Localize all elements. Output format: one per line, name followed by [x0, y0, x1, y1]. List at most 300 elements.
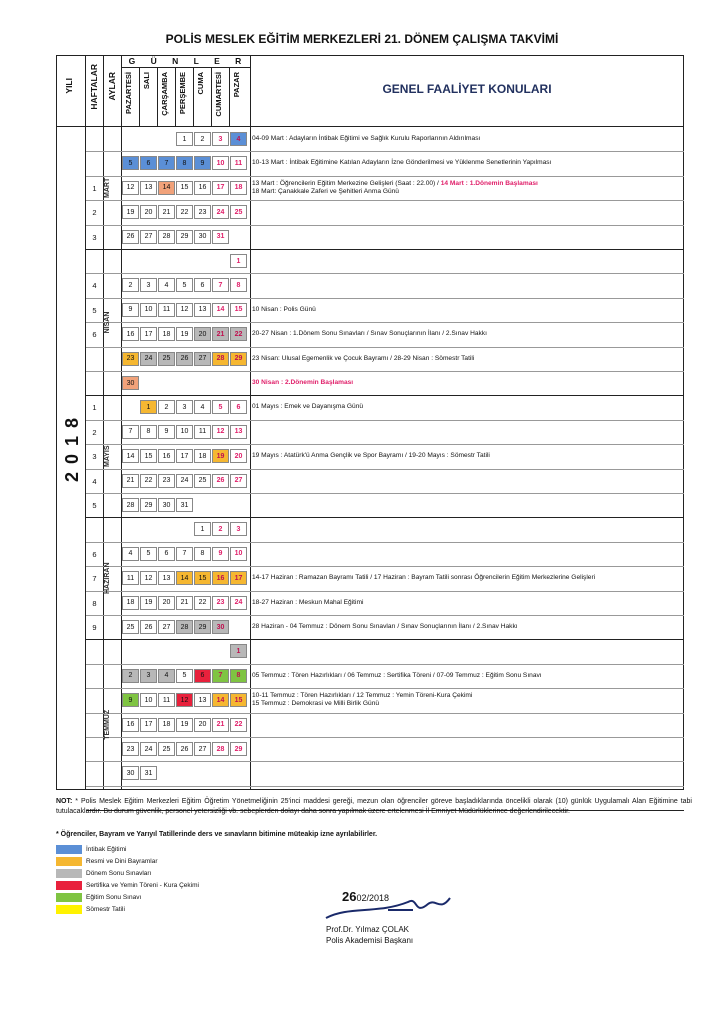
day-cell: 25 [194, 474, 211, 488]
divider [250, 55, 251, 790]
day-cell: 23 [212, 596, 229, 610]
week-number: 5 [92, 305, 97, 315]
day-cell: 18 [158, 718, 175, 732]
day-cell [212, 376, 229, 390]
activity-main: 20-27 Nisan : 1.Dönem Sonu Sınavları / Sınav Sonuçlarının İlanı / 2.Sınav Hakkı [252, 330, 487, 338]
month-label: NİSAN [104, 311, 111, 334]
day-cell [194, 766, 211, 780]
day-cell: 19 [122, 205, 139, 219]
week-number: 6 [92, 330, 97, 340]
day-cell: 11 [194, 425, 211, 439]
day-cell [122, 644, 139, 658]
document-title: POLİS MESLEK EĞİTİM MERKEZLERİ 21. DÖNEM ÇALIŞMA TAKVİMİ [165, 32, 559, 46]
day-cell: 12 [176, 303, 193, 317]
activity-text [252, 599, 682, 607]
activity-main: 23 Nisan: Ulusal Egemenlik ve Çocuk Bayramı / 28-29 Nisan : Sömestr Tatili [252, 354, 475, 362]
day-cell [158, 254, 175, 268]
gunler-letter: G [128, 56, 136, 66]
day-cell: 21 [212, 327, 229, 341]
day-cell: 12 [176, 693, 193, 707]
activity-text [252, 180, 682, 196]
day-cell: 11 [158, 303, 175, 317]
day-cell [140, 522, 157, 536]
day-cell: 6 [194, 278, 211, 292]
day-cell [158, 766, 175, 780]
day-cell: 13 [230, 425, 247, 439]
day-cell: 1 [230, 254, 247, 268]
activity-text [252, 330, 682, 338]
gunler-letter: Ü [150, 56, 157, 66]
divider [157, 67, 158, 126]
row-divider [86, 151, 684, 152]
day-cell: 1 [140, 400, 157, 414]
day-cell: 15 [176, 181, 193, 195]
day-cell: 12 [140, 571, 157, 585]
signature-date-rest: 02/2018 [356, 893, 390, 903]
day-cell: 19 [176, 718, 193, 732]
month-divider [86, 249, 684, 250]
day-cell: 16 [212, 571, 229, 585]
divider [85, 55, 86, 790]
day-cell: 25 [158, 352, 175, 366]
day-cell [194, 376, 211, 390]
day-cell [176, 376, 193, 390]
day-cell: 3 [140, 669, 157, 683]
row-divider [86, 615, 684, 616]
activity-text [252, 379, 682, 387]
day-cell [122, 522, 139, 536]
day-cell: 3 [176, 400, 193, 414]
row-divider [86, 469, 684, 470]
day-cell: 24 [140, 352, 157, 366]
day-cell: 14 [212, 303, 229, 317]
activity-main: 18-27 Haziran : Meskun Mahal Eğitimi [252, 598, 364, 606]
day-cell: 30 [158, 498, 175, 512]
gunler-letter: L [193, 56, 199, 66]
gunler-letter: R [235, 56, 242, 66]
day-cell: 23 [122, 352, 139, 366]
row-divider [86, 664, 684, 665]
divider [56, 126, 684, 127]
day-cell: 26 [140, 620, 157, 634]
day-cell: 14 [158, 181, 175, 195]
month-label: MAYIS [104, 445, 111, 468]
header-genel-faaliyet: GENEL FAALİYET KONULARI [382, 82, 552, 96]
day-cell: 15 [140, 449, 157, 463]
day-cell: 24 [212, 205, 229, 219]
activity-main: 01 Mayıs : Emek ve Dayanışma Günü [252, 403, 364, 411]
week-number: 4 [92, 476, 97, 486]
day-cell: 26 [176, 742, 193, 756]
header-yili: YILI [64, 78, 74, 94]
day-cell: 20 [140, 205, 157, 219]
activity-main: 04-09 Mart : Adayların İntibak Eğitimi ve Sağlık Kurulu Raporlarının Aldırılması [252, 135, 481, 142]
row-divider [86, 225, 684, 226]
day-cell [158, 522, 175, 536]
day-cell: 10 [140, 303, 157, 317]
day-cell: 19 [212, 449, 229, 463]
day-cell: 20 [194, 718, 211, 732]
day-cell: 9 [212, 547, 229, 561]
row-divider [86, 371, 684, 372]
legend-label: Sertifika ve Yemin Töreni - Kura Çekimi [86, 882, 199, 889]
day-cell: 7 [176, 547, 193, 561]
day-cell [230, 620, 247, 634]
day-cell: 3 [230, 522, 247, 536]
day-cell: 22 [194, 596, 211, 610]
row-divider [86, 566, 684, 567]
month-label: TEMMUZ [104, 709, 111, 740]
activity-secondary: 18 Mart: Çanakkale Zaferi ve Şehitleri Anma Günü [252, 187, 399, 195]
day-cell: 19 [176, 327, 193, 341]
day-cell: 16 [122, 718, 139, 732]
day-cell: 25 [158, 742, 175, 756]
day-cell [212, 766, 229, 780]
day-cell: 6 [140, 156, 157, 170]
day-cell: 28 [176, 620, 193, 634]
day-header: PERŞEMBE [178, 72, 187, 115]
activity-main: 05 Temmuz : Tören Hazırlıkları / 06 Temmuz : Sertifika Töreni / 07-09 Temmuz : Eğitim Sonu Sınavı [252, 671, 542, 679]
row-divider [86, 298, 684, 299]
day-cell: 26 [122, 230, 139, 244]
day-cell: 8 [194, 547, 211, 561]
legend-swatch [56, 905, 82, 914]
divider [175, 67, 176, 126]
day-cell: 18 [158, 327, 175, 341]
day-cell: 30 [212, 620, 229, 634]
row-divider [86, 713, 684, 714]
day-cell: 14 [122, 449, 139, 463]
day-cell: 2 [122, 278, 139, 292]
day-cell: 22 [176, 205, 193, 219]
day-cell: 17 [176, 449, 193, 463]
day-cell: 30 [122, 376, 139, 390]
day-cell [212, 644, 229, 658]
day-cell [122, 254, 139, 268]
day-cell: 2 [122, 669, 139, 683]
activity-text [252, 306, 682, 314]
day-cell: 6 [194, 669, 211, 683]
legend-swatch [56, 845, 82, 854]
day-cell: 2 [194, 132, 211, 146]
row-divider [86, 322, 684, 323]
signature-date-day: 26 [342, 889, 357, 904]
legend-swatch [56, 869, 82, 878]
day-cell: 22 [140, 474, 157, 488]
week-number: 8 [92, 598, 97, 608]
divider [139, 67, 140, 126]
day-cell: 23 [122, 742, 139, 756]
day-cell: 14 [176, 571, 193, 585]
legend-item [56, 880, 199, 891]
activity-main: 10-11 Temmuz : Tören Hazırlıkları / 12 Temmuz : Yemin Töreni-Kura Çekimi [252, 692, 473, 700]
activity-text [252, 574, 682, 582]
legend-item [56, 904, 125, 915]
day-cell: 23 [194, 205, 211, 219]
day-cell: 19 [140, 596, 157, 610]
note-text: * Polis Meslek Eğitim Merkezleri Eğitim Öğretim Yönetmeliğinin 25'inci maddesi gereği, mezun olan öğrenciler göreve başladıklarında öncelikli olarak (10) günlük Uygulamalı Alan Eğitimine tabi tutulacaklardır. Bu durum güvenlik, personel yetersizliği vb. sebeplerden dolayı daha sonra yapılmak üzere ertelenmesi İl Emniyet Müdürlüklerince değerlendirilecektir. [56, 798, 692, 815]
activity-text [252, 403, 682, 411]
day-cell: 8 [140, 425, 157, 439]
day-cell [230, 498, 247, 512]
week-number: 5 [92, 501, 97, 510]
day-cell: 30 [194, 230, 211, 244]
day-cell: 28 [212, 742, 229, 756]
day-cell: 29 [176, 230, 193, 244]
day-cell: 15 [230, 303, 247, 317]
day-cell: 10 [230, 547, 247, 561]
legend-label: Sömestr Tatili [86, 906, 125, 913]
day-cell [140, 132, 157, 146]
day-cell: 29 [230, 742, 247, 756]
day-cell: 8 [230, 669, 247, 683]
row-divider [86, 737, 684, 738]
week-number: 4 [92, 281, 97, 291]
row-divider [86, 444, 684, 445]
day-cell [158, 132, 175, 146]
day-cell [122, 400, 139, 414]
day-cell: 11 [122, 571, 139, 585]
legend-item [56, 892, 141, 903]
day-cell: 15 [194, 571, 211, 585]
day-cell: 13 [194, 693, 211, 707]
note [56, 797, 692, 817]
day-cell: 22 [230, 327, 247, 341]
day-cell: 27 [194, 352, 211, 366]
day-cell: 16 [194, 181, 211, 195]
legend-label: Dönem Sonu Sınavları [86, 870, 152, 877]
activity-highlight: 30 Nisan : 2.Dönemin Başlaması [252, 379, 354, 386]
week-number: 3 [92, 232, 97, 242]
legend-label: Eğitim Sonu Sınavı [86, 894, 142, 901]
divider [121, 67, 250, 68]
day-cell: 31 [212, 230, 229, 244]
day-cell: 12 [122, 181, 139, 195]
day-cell: 4 [230, 132, 247, 146]
activity-secondary: 15 Temmuz : Demokrasi ve Milli Birlik Günü [252, 700, 380, 708]
signature-scribble [318, 888, 468, 928]
day-cell [140, 254, 157, 268]
day-cell: 3 [140, 278, 157, 292]
day-cell: 20 [158, 596, 175, 610]
day-cell: 5 [212, 400, 229, 414]
year-label: 2018 [62, 410, 82, 483]
divider [229, 67, 230, 126]
day-cell: 20 [194, 327, 211, 341]
day-cell: 29 [140, 498, 157, 512]
day-cell [158, 376, 175, 390]
month-divider [86, 517, 684, 518]
activity-main: 19 Mayıs : Atatürk'ü Anma Gençlik ve Spor Bayramı / 19-20 Mayıs : Sömestr Tatili [252, 452, 490, 460]
activity-text [252, 135, 682, 143]
day-cell: 5 [176, 278, 193, 292]
day-cell: 26 [176, 352, 193, 366]
day-cell: 9 [158, 425, 175, 439]
day-cell: 21 [176, 596, 193, 610]
activity-text [252, 623, 682, 631]
activity-main: 13 Mart : Öğrencilerin Eğitim Merkezine Gelişleri (Saat : 22.00) / [252, 179, 439, 187]
legend-swatch [56, 893, 82, 902]
legend-item [56, 844, 126, 855]
day-cell: 2 [158, 400, 175, 414]
row-divider [86, 591, 684, 592]
day-cell: 10 [140, 693, 157, 707]
day-cell: 5 [122, 156, 139, 170]
row-divider [86, 420, 684, 421]
legend-label: Resmi ve Dini Bayramlar [86, 858, 158, 865]
day-cell: 3 [212, 132, 229, 146]
day-cell: 22 [230, 718, 247, 732]
day-cell: 2 [212, 522, 229, 536]
day-cell: 27 [230, 474, 247, 488]
day-cell: 24 [176, 474, 193, 488]
day-cell: 30 [122, 766, 139, 780]
activity-main: 10 Nisan : Polis Günü [252, 305, 316, 313]
day-cell: 17 [230, 571, 247, 585]
month-label: HAZİRAN [104, 562, 111, 595]
day-cell: 23 [158, 474, 175, 488]
day-cell [194, 498, 211, 512]
day-cell: 14 [212, 693, 229, 707]
day-cell: 27 [194, 742, 211, 756]
day-cell: 17 [140, 718, 157, 732]
activity-text [252, 355, 682, 363]
day-cell: 4 [194, 400, 211, 414]
day-cell: 9 [122, 693, 139, 707]
day-header: PAZAR [232, 72, 241, 98]
legend-label: İntibak Eğitimi [86, 846, 127, 853]
day-cell: 29 [230, 352, 247, 366]
activity-text [252, 159, 682, 167]
day-cell: 10 [212, 156, 229, 170]
day-cell [212, 254, 229, 268]
day-cell [176, 254, 193, 268]
day-cell [194, 644, 211, 658]
row-divider [86, 542, 684, 543]
day-cell [212, 498, 229, 512]
day-cell: 26 [212, 474, 229, 488]
gunler-letter: E [214, 56, 220, 66]
signature-name: Prof.Dr. Yılmaz ÇOLAK [326, 925, 409, 934]
day-cell: 21 [122, 474, 139, 488]
day-cell: 25 [230, 205, 247, 219]
activity-main: 28 Haziran - 04 Temmuz : Dönem Sonu Sınavları / Sınav Sonuçlarının İlanı / 2.Sınav Hakkı [252, 623, 518, 630]
day-cell: 4 [158, 669, 175, 683]
day-cell: 18 [122, 596, 139, 610]
row-divider [86, 200, 684, 201]
signature-role: Polis Akademisi Başkanı [326, 936, 414, 945]
note-label: NOT: [56, 798, 73, 805]
activity-main: 10-13 Mart : İntibak Eğitimine Katılan Adayların İzne Gönderilmesi ve Yüklenme Senetlerinin Yapılması [252, 159, 552, 167]
week-number: 2 [92, 427, 97, 437]
day-cell: 5 [176, 669, 193, 683]
day-cell [176, 644, 193, 658]
week-number: 1 [92, 183, 97, 193]
day-cell: 11 [158, 693, 175, 707]
day-cell: 24 [230, 596, 247, 610]
row-divider [86, 176, 684, 177]
day-header: SALI [142, 72, 151, 90]
day-cell: 13 [158, 571, 175, 585]
week-number: 7 [92, 574, 97, 584]
day-cell: 31 [140, 766, 157, 780]
day-cell [230, 230, 247, 244]
week-number: 2 [92, 208, 97, 218]
day-cell: 8 [176, 156, 193, 170]
day-cell: 9 [122, 303, 139, 317]
day-cell [230, 766, 247, 780]
month-divider [86, 639, 684, 640]
day-cell [140, 376, 157, 390]
day-cell: 16 [158, 449, 175, 463]
month-label: MART [104, 177, 111, 199]
header-gunler [121, 56, 249, 67]
day-cell: 11 [230, 156, 247, 170]
day-header: CUMA [196, 72, 205, 95]
row-divider [86, 273, 684, 274]
activity-text [252, 452, 682, 460]
day-cell: 28 [212, 352, 229, 366]
day-cell: 18 [230, 181, 247, 195]
activity-highlight: 14 Mart : 1.Dönemin Başlaması [440, 179, 538, 187]
day-cell: 13 [194, 303, 211, 317]
day-cell: 21 [212, 718, 229, 732]
day-header: ÇARŞAMBA [160, 72, 169, 116]
day-cell: 8 [230, 278, 247, 292]
note-bold: * Öğrenciler, Bayram ve Yarıyıl Tatillerinde ders ve sınavların bitimine müteakip izne ayrılabilirler. [56, 831, 378, 838]
day-cell: 15 [230, 693, 247, 707]
day-cell: 7 [122, 425, 139, 439]
day-cell: 21 [158, 205, 175, 219]
day-cell: 25 [122, 620, 139, 634]
day-cell: 6 [230, 400, 247, 414]
day-cell: 7 [158, 156, 175, 170]
day-cell: 1 [230, 644, 247, 658]
day-cell: 18 [194, 449, 211, 463]
day-cell: 28 [158, 230, 175, 244]
day-cell: 13 [140, 181, 157, 195]
day-cell [158, 644, 175, 658]
day-cell: 17 [212, 181, 229, 195]
day-cell: 6 [158, 547, 175, 561]
day-cell: 4 [122, 547, 139, 561]
week-number: 6 [92, 549, 97, 559]
day-cell: 31 [176, 498, 193, 512]
divider [211, 67, 212, 126]
day-cell: 4 [158, 278, 175, 292]
day-cell [176, 766, 193, 780]
day-cell: 16 [122, 327, 139, 341]
month-divider [86, 395, 684, 396]
day-cell: 27 [140, 230, 157, 244]
legend-item [56, 868, 151, 879]
day-cell [194, 254, 211, 268]
activity-main: 14-17 Haziran : Ramazan Bayramı Tatili / 17 Haziran : Bayram Tatili sonrası Öğrencilerin Eğitim Merkezlerine Gelişleri [252, 574, 596, 582]
row-divider [86, 493, 684, 494]
header-haftalar: HAFTALAR [89, 64, 99, 110]
day-cell: 5 [140, 547, 157, 561]
day-cell: 17 [140, 327, 157, 341]
day-cell: 29 [194, 620, 211, 634]
row-divider [86, 761, 684, 762]
activity-text [252, 672, 682, 680]
day-cell: 20 [230, 449, 247, 463]
week-number: 1 [92, 403, 97, 413]
day-cell: 28 [122, 498, 139, 512]
day-cell: 27 [158, 620, 175, 634]
day-cell: 10 [176, 425, 193, 439]
day-cell: 7 [212, 278, 229, 292]
